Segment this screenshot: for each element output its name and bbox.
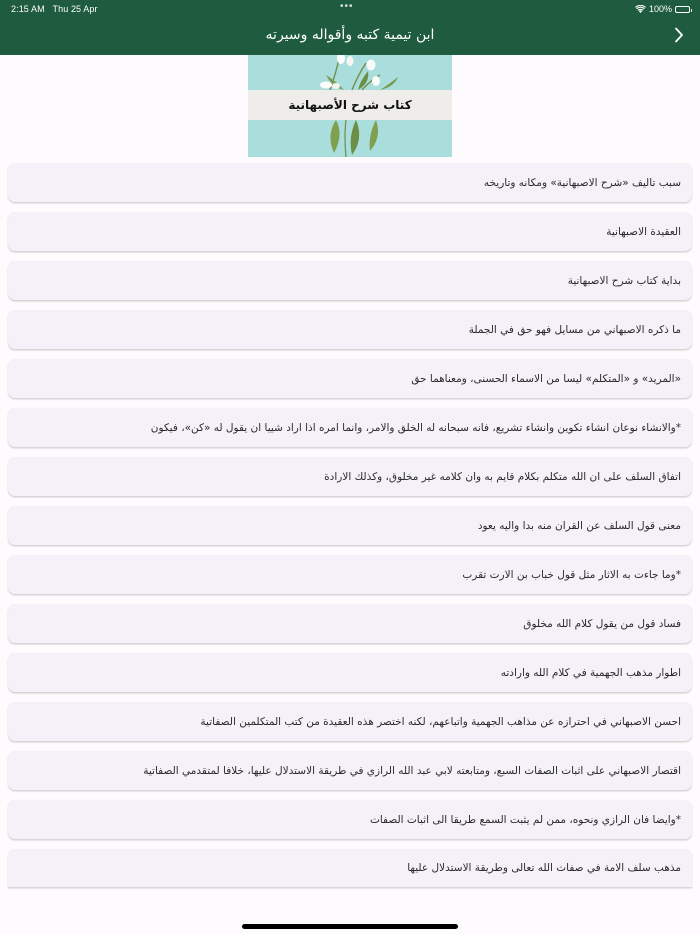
chapter-item[interactable] — [8, 310, 692, 349]
chapter-label: احسن الاصبهاني في احترازه عن مذاهب الجهمية واتباعهم، لكنه اختصر هذه العقيدة من كتب المتكلمين الصفاتية — [200, 715, 681, 728]
chapter-list — [8, 163, 692, 897]
page-title: ابن تيمية كتبه وأقواله وسيرته — [265, 27, 435, 43]
chapter-label: العقيدة الاصبهانية — [606, 225, 681, 238]
chapter-label: سبب تاليف «شرح الاصبهانية» ومكانه وتاريخه — [483, 176, 681, 189]
chapter-item[interactable] — [8, 506, 692, 545]
chapter-item[interactable] — [8, 212, 692, 251]
battery-percentage: 100% — [648, 4, 672, 14]
chapter-item[interactable] — [8, 261, 692, 300]
chapter-label: معنى قول السلف عن القران منه بدا واليه يعود — [477, 519, 681, 532]
chapter-item[interactable] — [8, 751, 692, 790]
status-time: 2:15 AM — [11, 4, 45, 14]
chapter-item[interactable] — [8, 163, 692, 202]
chapter-item[interactable] — [8, 555, 692, 594]
home-indicator[interactable] — [242, 924, 458, 929]
chapter-label: بداية كتاب شرح الاصبهانية — [567, 274, 681, 287]
status-time-date — [11, 4, 98, 14]
chapter-label: اقتصار الاصبهاني على اثبات الصفات السبع، ومتابعته لابي عبد الله الرازي في طريقة الاستدلال عليها، خلافا لمتقدمي الصفاتية — [143, 764, 681, 777]
chapter-item[interactable] — [8, 849, 692, 887]
back-button[interactable] — [670, 25, 688, 45]
status-bar — [0, 0, 700, 18]
chapter-item[interactable] — [8, 800, 692, 839]
battery-full-icon — [675, 6, 690, 13]
chapter-item[interactable] — [8, 359, 692, 398]
chapter-label: مذهب سلف الامة في صفات الله تعالى وطريقة الاستدلال عليها — [407, 862, 681, 874]
chapter-label: فساد قول من يقول كلام الله مخلوق — [523, 617, 681, 630]
chapter-item[interactable] — [8, 457, 692, 496]
cover-title-band — [248, 90, 452, 120]
chapter-item[interactable] — [8, 604, 692, 643]
chapter-label: «المريد» و «المتكلم» ليسا من الاسماء الحسنى، ومعناهما حق — [411, 372, 681, 385]
book-cover-image — [248, 55, 452, 157]
chapter-item[interactable] — [8, 653, 692, 692]
chapter-label: ما ذكره الاصبهاني من مسايل فهو حق في الجملة — [468, 323, 681, 336]
chapter-label: *وايضا فان الرازي ونحوه، ممن لم يثبت السمع طريقا الى اثبات الصفات — [369, 813, 681, 826]
wifi-icon — [635, 5, 646, 13]
navigation-bar — [0, 0, 700, 55]
status-date: Thu 25 Apr — [52, 4, 98, 14]
status-right — [635, 4, 690, 14]
chapter-label: *وما جاءت به الاثار مثل قول خباب بن الارت تقرب — [462, 568, 681, 581]
chapter-label: اتفاق السلف على ان الله متكلم بكلام قايم به وان كلامه غير مخلوق، وكذلك الارادة — [324, 470, 681, 483]
chapter-label: *والانشاء نوعان انشاء تكوين وانشاء تشريع، فانه سبحانه له الخلق والامر، وانما امره اذا اراد شييا ان يقول له «كن»، فيكون — [150, 421, 681, 434]
chapter-label: اطوار مذهب الجهمية في كلام الله وارادته — [500, 666, 681, 679]
chapter-item[interactable] — [8, 408, 692, 447]
chapter-item[interactable] — [8, 702, 692, 741]
chevron-right-icon — [674, 27, 684, 43]
multitasking-dots[interactable]: ••• — [340, 1, 354, 12]
cover-title: كتاب شرح الأصبهانية — [288, 98, 412, 112]
